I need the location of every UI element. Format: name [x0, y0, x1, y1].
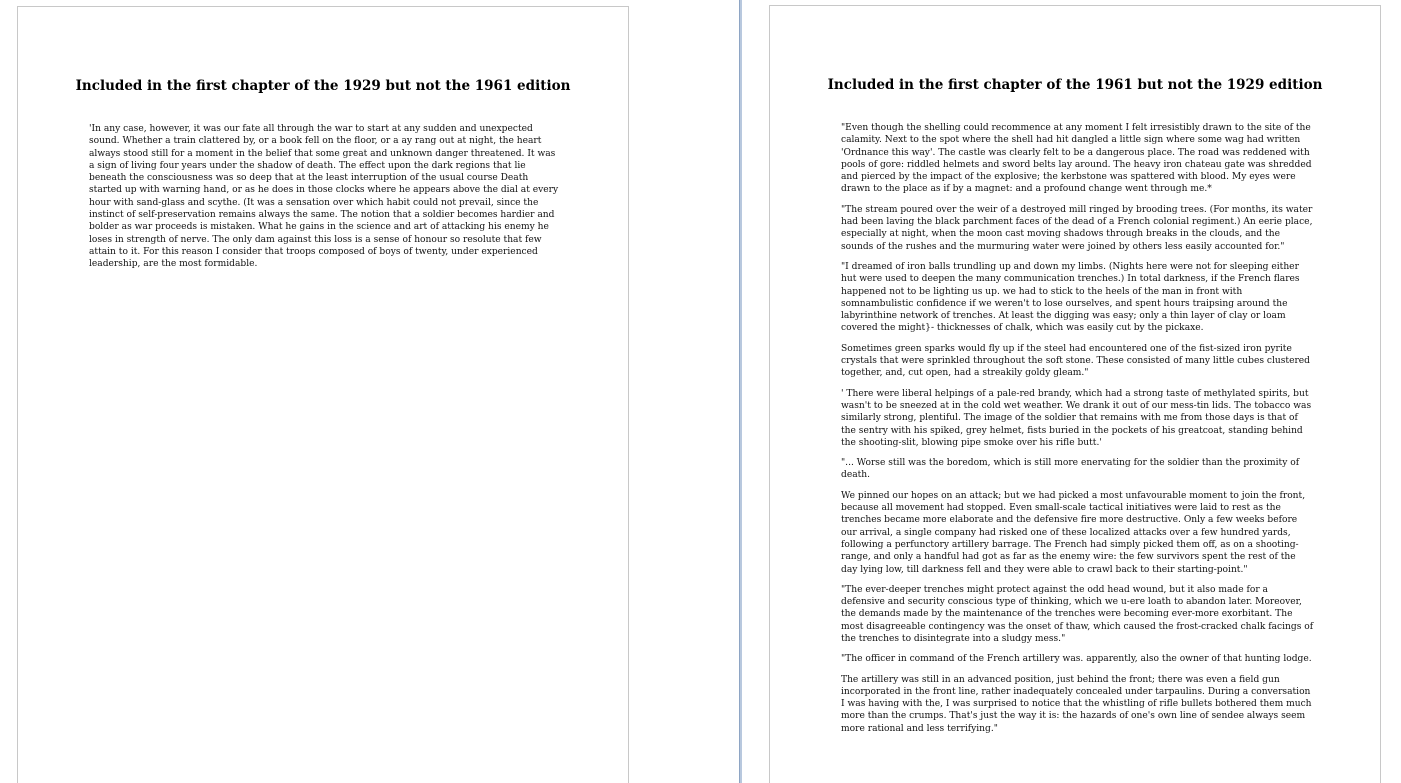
- right-document-page: [769, 5, 1381, 783]
- right-paragraph-4: Sometimes green sparks would fly up if the steel had encountered one of the fist-sized iron pyrite crystals that were sprinkled throughout the soft stone. These consisted of many little cubes clustered together, and, cut open, had a streakily goldy gleam.": [841, 343, 1311, 379]
- right-paragraph-8: "The ever-deeper trenches might protect against the odd head wound, but it also made for a defensive and security conscious type of thinking, which we u-ere loath to abandon later. Moreover, the demands made by the maintenance of the trenches were becoming ever-more exorbitant. The most disagreeable contingency was the onset of thaw, which caused the frost-cracked chalk facings of the trenches to disintegrate into a sludgy mess.": [841, 584, 1314, 644]
- right-paragraph-9: "The officer in command of the French artillery was. apparently, also the owner of that hunting lodge.: [841, 654, 1312, 665]
- right-page-title: Included in the first chapter of the 1961 but not the 1929 edition: [827, 77, 1323, 93]
- right-paragraph-2: "The stream poured over the weir of a destroyed mill ringed by brooding trees. (For months, its water had been laving the black parchment faces of the dead of a French colonial regiment.) An eerie place, especially at night, when the moon cast moving shadows through breaks in the clouds, and the sounds of the rushes and the murmuring water were joined by others less easily accounted for.": [841, 204, 1313, 252]
- right-paragraph-1: "Even though the shelling could recommence at any moment I felt irresistibly drawn to the site of the calamity. Next to the spot where the shell had hit dangled a little sign where some wag had written 'Ordnance this way'. The castle was clearly felt to be a dangerous place. The road was reddened with pools of gore: riddled helmets and sword belts lay around. The heavy iron chateau gate was shredded and pierced by the impact of the explosive; the kerbstone was spattered with blood. My eyes were drawn to the place as if by a magnet: and a profound change went through me.*: [841, 123, 1312, 195]
- right-paragraph-5: ' There were liberal helpings of a pale-red brandy, which had a strong taste of methylated spirits, but wasn't to be sneezed at in the cold wet weather. We drank it out of our mess-tin lids. The tobacco was similarly strong, plentiful. The image of the soldier that remains with me from those days is that of the sentry with his spiked, grey helmet, fists buried in the pockets of his greatcoat, standing behind the shooting-slit, blowing pipe smoke over his rifle butt.': [841, 388, 1312, 448]
- left-paragraph-1: 'In any case, however, it was our fate all through the war to start at any sudden and unexpected sound. Whether a train clattered by, or a book fell on the floor, or a ay rang out at night, the heart always stood still for a moment in the belief that some great and unknown danger threatened. It was a sign of living four years under the shadow of death. The effect upon the dark regions that lie beneath the consciousness was so deep that at the least interruption of the usual course Death started up with warning hand, or as he does in those clocks where he appears above the dial at every hour with sand-glass and scythe. (It was a sensation over which habit could not prevail, since the instinct of self-preservation remains always the same. The notion that a soldier becomes hardier and bolder as war proceeds is mistaken. What he gains in the science and art of attacking his enemy he loses in strength of nerve. The only dam against this loss is a sense of honour so resolute that few attain to it. For this reason I consider that troops composed of boys of twenty, under experienced leadership, are the most formidable.: [89, 124, 559, 270]
- right-paragraph-3: "I dreamed of iron balls trundling up and down my limbs. (Nights here were not for sleeping either hut were used to deepen the many communication trenches.) In total darkness, if the French flares happened not to be lighting us up. we had to stick to the heels of the man in front with somnambulistic confidence if we weren't to lose ourselves, and spent hours traipsing around the labyrinthine network of trenches. At least the digging was easy; only a thin layer of clay or loam covered the might}- thicknesses of chalk, which was easily cut by the pickaxe.: [841, 261, 1300, 334]
- left-document-page: [17, 6, 629, 783]
- left-page-body: [89, 123, 563, 279]
- right-document-pane[interactable]: [742, 0, 1401, 783]
- right-page-body: [841, 122, 1314, 743]
- right-paragraph-10: The artillery was still in an advanced position, just behind the front; there was even a field gun incorporated in the front line, rather inadequately concealed under tarpaulins. During a conversation I was having with the, I was surprised to notice that the whistling of rifle bullets bothered them much more than the crumps. That's just the way it is: the hazards of one's own line of sendee always seem more rational and less terrifying.": [841, 674, 1312, 734]
- right-paragraph-7: We pinned our hopes on an attack; but we had picked a most unfavourable moment to join the front, because all movement had stopped. Even small-scale tactical initiatives were laid to rest as the trenches became more elaborate and the defensive fire more destructive. Only a few weeks before our arrival, a single company had risked one of these localized attacks over a few hundred yards, following a perfunctory artillery barrage. The French had simply picked them off, as on a shooting-range, and only a handful had got as far as the enemy wire: the few survivors spent the rest of the day lying low, till darkness fell and they were able to crawl back to their starting-point.": [841, 490, 1306, 575]
- left-page-title: Included in the first chapter of the 1929 but not the 1961 edition: [75, 78, 571, 94]
- right-paragraph-6: "... Worse still was the boredom, which is still more enervating for the soldier than the proximity of death.: [841, 458, 1300, 481]
